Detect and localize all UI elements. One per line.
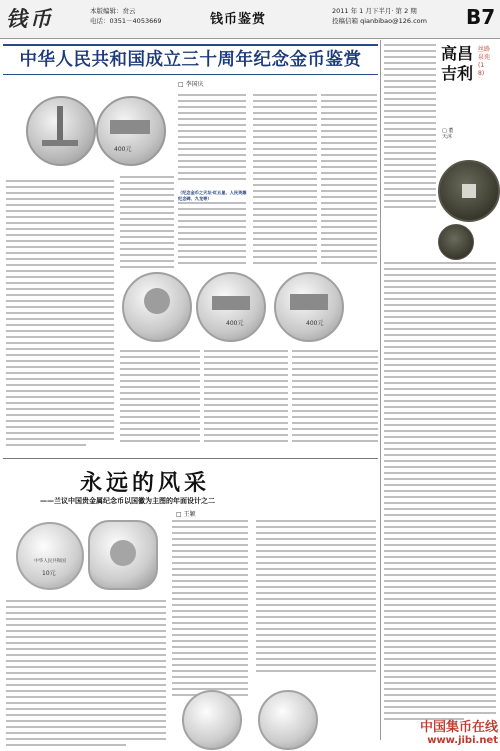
article2-subtitle: ——兰议中国贵金属纪念币以国徽为主图的年面设计之二 (40, 497, 215, 505)
coin-denomination-400a: 400元 (226, 320, 244, 327)
watermark-line1: 中国集币在线 (419, 720, 498, 735)
article1-author: □ 李国庆 (178, 81, 204, 88)
article2-author: □ 王颖 (176, 511, 196, 518)
watermark-line2: www.jibi.net (427, 735, 498, 746)
contact-email: 投稿信箱 qianbibao@126.com (332, 17, 427, 25)
watermark (382, 716, 498, 750)
editor-line: 本版编辑：贲云 (90, 7, 136, 15)
coin-denomination-10: 10元 (42, 570, 56, 577)
column-title: 高昌吉利 (440, 44, 473, 83)
coin-emblem-bottom-b (258, 690, 318, 750)
issue-date: 2011 年 1 月下半月· 第 2 期 (332, 7, 417, 15)
text-lines-g (6, 600, 166, 746)
column-tag: 丝路泉苑(18) (478, 46, 491, 77)
coin-denomination: 400元 (114, 146, 132, 153)
coin-denomination-400b: 400元 (306, 320, 324, 327)
page-number: B7 (466, 5, 496, 29)
square-hole (462, 184, 476, 198)
text-lines-h (172, 520, 248, 696)
section-title: 钱币鉴赏 (210, 12, 267, 27)
phone-line: 电话：0351－4053669 (90, 17, 162, 25)
column-vertical-divider (380, 40, 381, 740)
coin-label-tiananmen: 中华人民共和国 (34, 559, 66, 564)
coin-gaochang-jili (438, 160, 500, 222)
column-author: □ 董天沐 (442, 128, 454, 140)
text-lines-j (384, 44, 496, 720)
article1-caption: （纪念金币之天坛·红五星、人民英雄纪念碑、九龙等） (178, 190, 247, 201)
text-lines-i (256, 520, 376, 672)
article1-title: 中华人民共和国成立三十周年纪念金币鉴赏 (19, 50, 362, 70)
coin-reverse-side (438, 224, 474, 260)
article2-title: 永远的风采 (80, 471, 211, 496)
coin-emblem-bottom-a (182, 690, 242, 750)
logo-text: 钱币 (6, 6, 54, 31)
